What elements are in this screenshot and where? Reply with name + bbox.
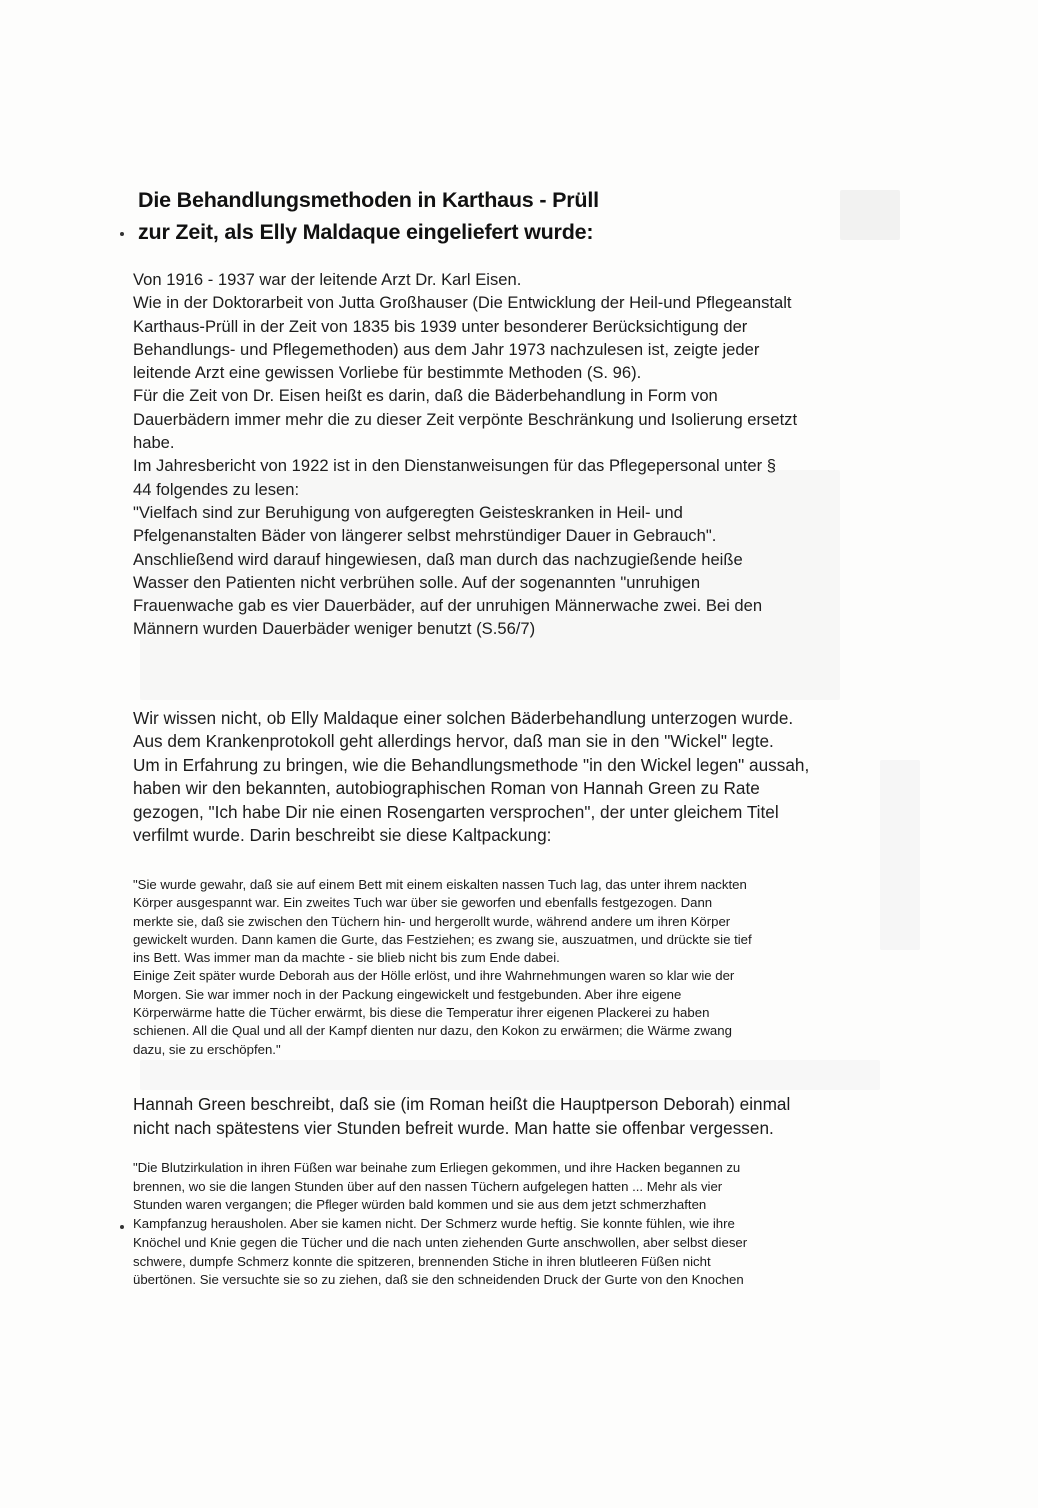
text-line: verfilmt wurde. Darin beschreibt sie diese Kaltpackung: xyxy=(133,825,552,846)
text-line: Von 1916 - 1937 war der leitende Arzt Dr. Karl Eisen. xyxy=(133,270,522,289)
text-line: Karthaus-Prüll in der Zeit von 1835 bis 1939 unter besonderer Berücksichtigung der xyxy=(133,316,748,336)
bleed-through-mark xyxy=(140,1060,880,1090)
title-line-1: Die Behandlungsmethoden in Karthaus - Prüll xyxy=(138,188,599,212)
block-quote-1 xyxy=(133,876,878,1059)
block-quote-2 xyxy=(133,1159,878,1290)
quote-line: "Die Blutzirkulation in ihren Füßen war beinahe zum Erliegen gekommen, und ihre Hacken begannen zu xyxy=(133,1160,741,1175)
bleed-through-mark xyxy=(880,760,920,950)
quote-line: Körper ausgespannt war. Ein zweites Tuch war über sie geworfen und ebenfalls festgezogen. Dann xyxy=(133,895,713,911)
text-line: habe. xyxy=(133,433,175,453)
text-line: Um in Erfahrung zu bringen, wie die Behandlungsmethode "in den Wickel legen" aussah, xyxy=(133,754,810,775)
text-line: Männern wurden Dauerbäder weniger benutzt (S.56/7) xyxy=(133,619,536,639)
text-line: Für die Zeit von Dr. Eisen heißt es darin, daß die Bäderbehandlung in Form von xyxy=(133,386,718,406)
quote-line: schwere, dumpfe Schmerz konnte die spitzeren, brennenden Stiche in ihren blutleeren Füßen nicht xyxy=(133,1253,711,1269)
text-line: Dauerbädern immer mehr die zu dieser Zeit verpönte Beschränkung und Isolierung ersetzt xyxy=(133,409,798,429)
quote-line: Morgen. Sie war immer noch in der Packung eingewickelt und festgebunden. Aber ihre eigene xyxy=(133,986,682,1002)
quote-line: merkte sie, daß sie zwischen den Tüchern hin- und hergerollt wurde, während andere um ihren Körper xyxy=(133,913,731,929)
quote-line: Kampfanzug herausholen. Aber sie kamen nicht. Der Schmerz wurde heftig. Sie konnte fühlen, wie ihre xyxy=(133,1216,735,1232)
quote-line: schienen. All die Qual und all der Kampf dienten nur dazu, den Kokon zu erwärmen; die Wärme zwang xyxy=(133,1023,732,1039)
quote-line: brennen, wo sie die langen Stunden über auf den nassen Tüchern aufgelegen hatten ... Mehr als vier xyxy=(133,1178,723,1194)
text-line: Anschließend wird darauf hingewiesen, daß man durch das nachzugießende heiße xyxy=(133,549,743,569)
text-line: Wir wissen nicht, ob Elly Maldaque einer solchen Bäderbehandlung unterzogen wurde. xyxy=(133,708,794,728)
quote-line: übertönen. Sie versuchte sie so zu ziehen, daß sie den schneidenden Druck der Gurte von den Knochen xyxy=(133,1272,744,1288)
paragraph-section-3 xyxy=(133,1093,878,1140)
text-line: leitende Arzt eine gewissen Vorliebe für bestimmte Methoden (S. 96). xyxy=(133,363,642,383)
text-line: Im Jahresbericht von 1922 ist in den Dienstanweisungen für das Pflegepersonal unter § xyxy=(133,456,776,476)
quote-line: gewickelt wurden. Dann kamen die Gurte, das Festziehen; es zwang sie, auszuatmen, und drückte sie tief xyxy=(133,931,752,947)
paragraph-section-2 xyxy=(133,707,878,847)
quote-line: ins Bett. Was immer man da machte - sie blieb nicht bis zum Ende dabei. xyxy=(133,950,560,966)
text-line: Aus dem Krankenprotokoll geht allerdings hervor, daß man sie in den "Wickel" legte. xyxy=(133,731,774,752)
text-line: Frauenwache gab es vier Dauerbäder, auf der unruhigen Männerwache zwei. Bei den xyxy=(133,596,763,616)
text-line: 44 folgendes zu lesen: xyxy=(133,479,300,499)
text-line: Hannah Green beschreibt, daß sie (im Roman heißt die Hauptperson Deborah) einmal xyxy=(133,1094,791,1114)
text-line: Wie in der Doktorarbeit von Jutta Großhauser (Die Entwicklung der Heil-und Pflegeanstalt xyxy=(133,293,792,313)
text-line: gezogen, "Ich habe Dir nie einen Rosengarten versprochen", der unter gleichem Titel xyxy=(133,801,779,822)
text-line: "Vielfach sind zur Beruhigung von aufgeregten Geisteskranken in Heil- und xyxy=(133,502,683,522)
text-line: nicht nach spätestens vier Stunden befreit wurde. Man hatte sie offenbar vergessen. xyxy=(133,1117,774,1138)
quote-line: Knöchel und Knie gegen die Tücher und die nach unten ziehenden Gurte anschwollen, aber selbst dieser xyxy=(133,1234,748,1250)
quote-line: "Sie wurde gewahr, daß sie auf einem Bett mit einem eiskalten nassen Tuch lag, das unter ihrem nackten xyxy=(133,877,747,892)
paragraph-section-1 xyxy=(133,268,878,641)
quote-line: Einige Zeit später wurde Deborah aus der Hölle erlöst, und ihre Wahrnehmungen waren so klar wie der xyxy=(133,968,735,984)
quote-line: Körperwärme hatte die Tücher erwärmt, bis diese die Temperatur ihrer eigenen Plackerei zu haben xyxy=(133,1005,710,1021)
text-line: haben wir den bekannten, autobiographischen Roman von Hannah Green zu Rate xyxy=(133,778,760,799)
text-line: Pfelgenanstalten Bäder von längerer selbst mehrstündiger Dauer in Gebrauch". xyxy=(133,526,717,546)
bullet-mark xyxy=(120,1225,124,1229)
text-line: Behandlungs- und Pflegemethoden) aus dem Jahr 1973 nachzulesen ist, zeigte jeder xyxy=(133,339,760,359)
quote-line: Stunden waren vergangen; die Pfleger würden bald kommen und sie aus dem jetzt schmerzhaften xyxy=(133,1197,707,1213)
text-line: Wasser den Patienten nicht verbrühen solle. Auf der sogenannten "unruhigen xyxy=(133,572,701,592)
quote-line: dazu, sie zu erschöpfen." xyxy=(133,1041,281,1057)
bullet-mark xyxy=(120,232,124,236)
page-title xyxy=(138,184,858,248)
title-line-2: zur Zeit, als Elly Maldaque eingeliefert wurde: xyxy=(138,220,594,244)
